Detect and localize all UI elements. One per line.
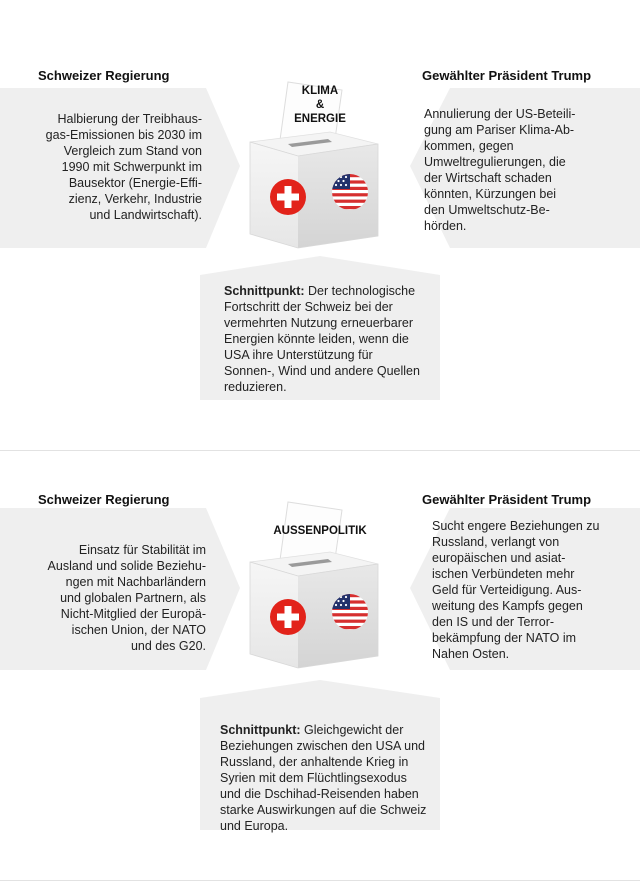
intersection-text xyxy=(224,283,436,395)
section-divider xyxy=(0,880,640,881)
intersection-text xyxy=(220,722,438,834)
intersection-label: Schnittpunkt: xyxy=(224,284,305,298)
left-heading: Schweizer Regierung xyxy=(38,492,170,507)
right-panel-text: Annulierung der US-Beteili- gung am Pariser Klima-Ab- kommen, gegen Umweltregulierungen, die der Wirtschaft schaden könnten, Kürzungen bei den Umweltschutz-Be- hörden. xyxy=(424,107,576,233)
section-aussenpolitik xyxy=(0,452,640,892)
section-divider xyxy=(0,450,640,451)
swiss-flag-icon xyxy=(270,179,306,215)
left-panel-text: Einsatz für Stabilität im Ausland und solide Beziehu- ngen mit Nachbarländern und globalen Partnern, als Nicht-Mitglied der Europä- ischen Union, der NATO und des G20. xyxy=(47,543,206,653)
right-heading: Gewählter Präsident Trump xyxy=(422,492,592,507)
topic-label: KLIMA & ENERGIE xyxy=(294,85,346,125)
right-panel-text: Sucht engere Beziehungen zu Russland, verlangt von europäischen und asiat- ischen Verbündeten mehr Geld für Verteidigung. Aus- weitung des Kampfs gegen den IS und der Terror- bekämpfung der NATO im Nahen Osten. xyxy=(432,519,600,661)
intersection-body: Gleichgewicht der Beziehungen zwischen den USA und Russland, der anhaltende Krieg in Syrien mit dem Flüchtlingsexodus und die Dschihad-Reisenden haben starke Auswirkungen auf die Schweiz und Europa. xyxy=(220,723,427,833)
intersection-label: Schnittpunkt: xyxy=(220,723,301,737)
left-panel-text: Halbierung der Treibhaus- gas-Emissionen bis 2030 im Vergleich zum Stand von 1990 mit Schwerpunkt im Bausektor (Energie-Effi- zienz, Verkehr, Industrie und Landwirtschaft). xyxy=(45,112,202,222)
intersection-body: Der technologische Fortschritt der Schweiz bei der vermehrten Nutzung erneuerbarer Energien könnte leiden, wenn die USA ihre Unterstützung für Sonnen-, Wind und andere Quellen reduzieren. xyxy=(224,284,420,394)
swiss-flag-icon xyxy=(270,599,306,635)
right-heading: Gewählter Präsident Trump xyxy=(422,68,592,83)
left-heading: Schweizer Regierung xyxy=(38,68,170,83)
topic-label: AUSSENPOLITIK xyxy=(273,525,367,537)
